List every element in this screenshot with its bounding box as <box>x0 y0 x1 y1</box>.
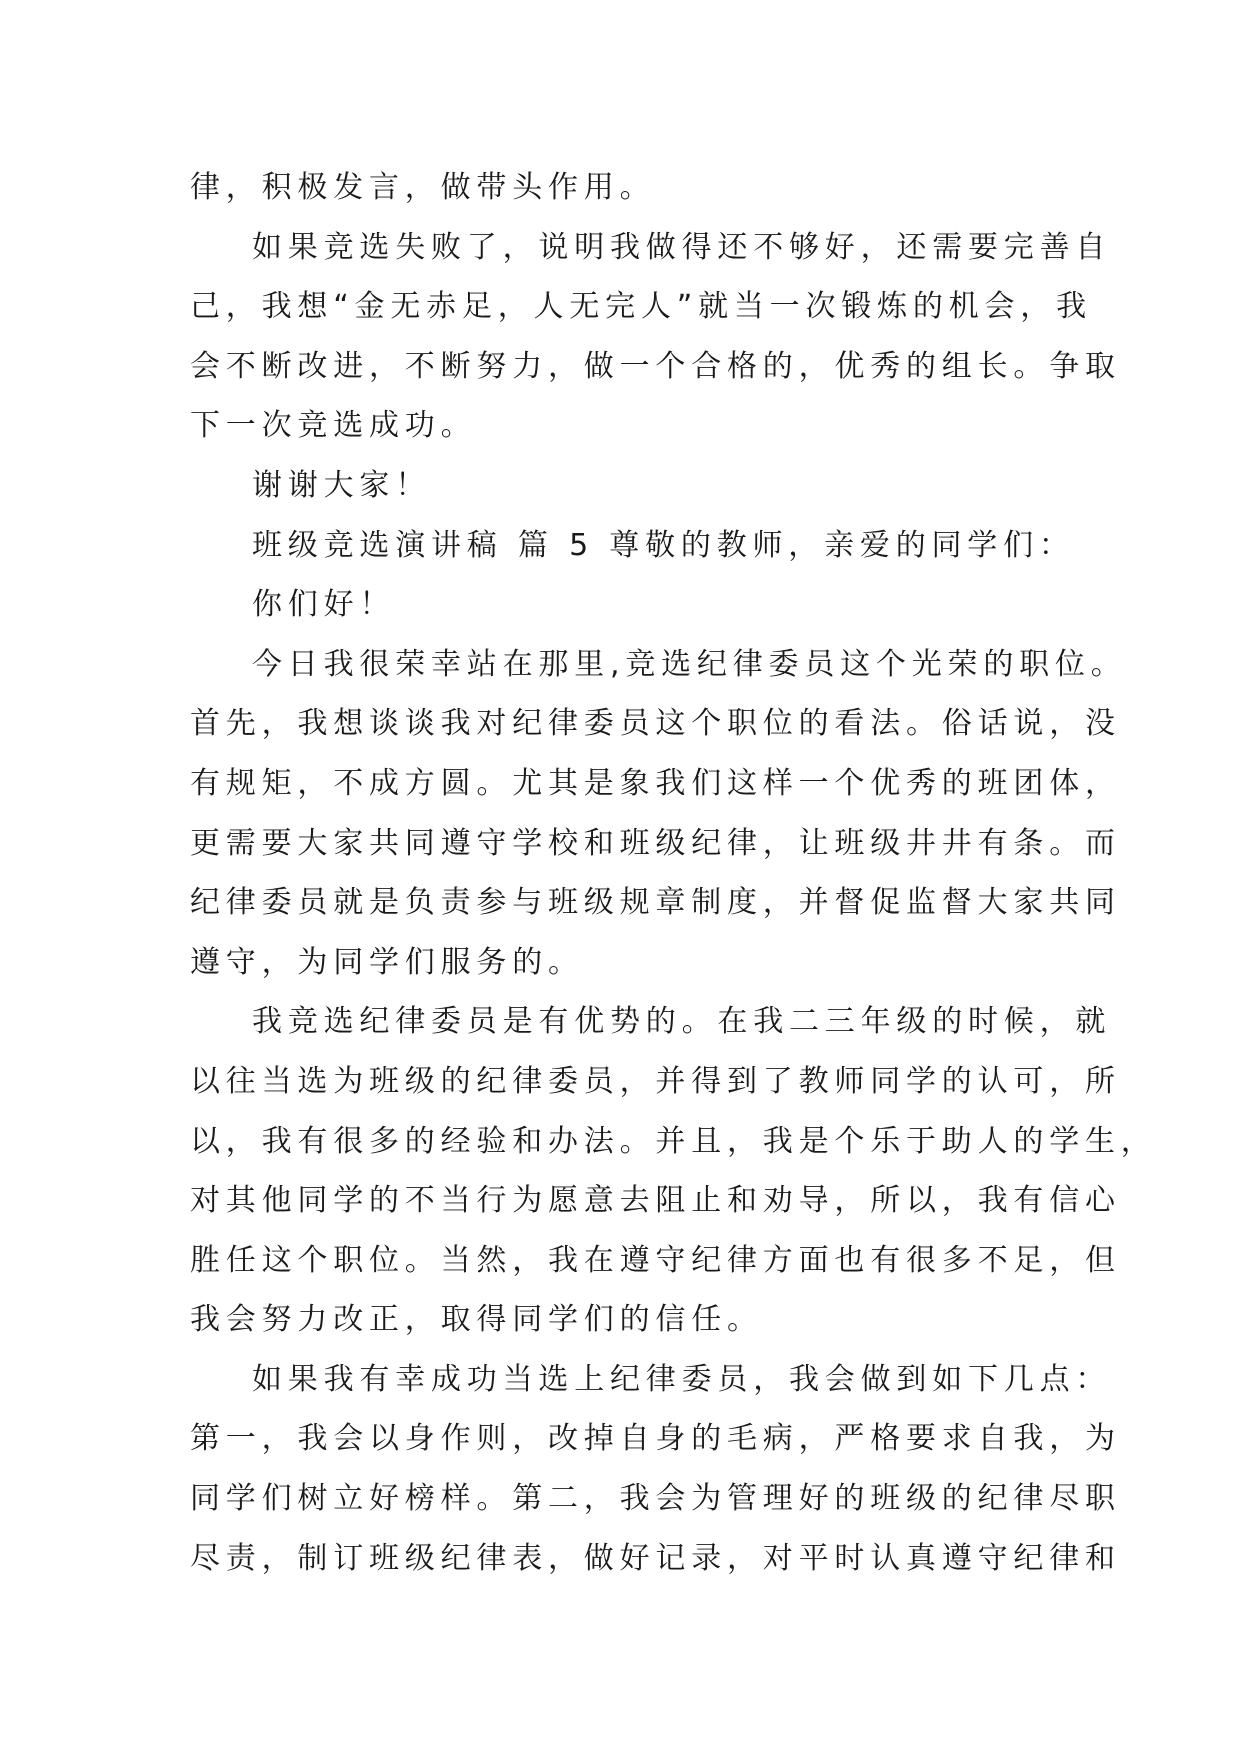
text-line: 以往当选为班级的纪律委员，并得到了教师同学的认可，所 <box>190 1063 1121 1099</box>
text-line: 以，我有很多的经验和办法。并且，我是个乐于助人的学生， <box>190 1123 1157 1159</box>
text-line: 班级竞选演讲稿 篇 5 尊敬的教师，亲爱的同学们： <box>252 527 1075 563</box>
text-line: 我会努力改正，取得同学们的信任。 <box>190 1302 763 1338</box>
text-line: 有规矩，不成方圆。尤其是象我们这样一个优秀的班团体， <box>190 765 1121 801</box>
text-line: 首先，我想谈谈我对纪律委员这个职位的看法。俗话说，没 <box>190 706 1121 742</box>
text-line: 纪律委员就是负责参与班级规章制度，并督促监督大家共同 <box>190 885 1121 921</box>
text-line: 律，积极发言，做带头作用。 <box>190 170 656 205</box>
text-line: 对其他同学的不当行为愿意去阻止和劝导，所以，我有信心 <box>190 1183 1121 1219</box>
text-line: 今日我很荣幸站在那里,竞选纪律委员这个光荣的职位。 <box>252 646 1127 682</box>
text-line: 谢谢大家！ <box>252 467 431 503</box>
document-body <box>190 158 1157 1588</box>
text-line: 第一，我会以身作则，改掉自身的毛病，严格要求自我，为 <box>190 1421 1121 1457</box>
text-line: 己，我想“金无赤足，人无完人”就当一次锻炼的机会，我 <box>190 289 1092 325</box>
text-line: 更需要大家共同遵守学校和班级纪律，让班级井井有条。而 <box>190 825 1121 861</box>
text-line: 如果我有幸成功当选上纪律委员，我会做到如下几点： <box>252 1361 1112 1397</box>
text-line: 尽责，制订班级纪律表，做好记录，对平时认真遵守纪律和 <box>190 1540 1121 1576</box>
text-line: 胜任这个职位。当然，我在遵守纪律方面也有很多不足，但 <box>190 1242 1121 1278</box>
text-line: 下一次竞选成功。 <box>190 408 477 444</box>
text-line: 会不断改进，不断努力，做一个合格的，优秀的组长。争取 <box>190 348 1121 384</box>
text-line: 如果竞选失败了，说明我做得还不够好，还需要完善自 <box>252 229 1112 265</box>
text-line: 我竞选纪律委员是有优势的。在我二三年级的时候，就 <box>252 1004 1112 1040</box>
text-line: 遵守，为同学们服务的。 <box>190 944 584 980</box>
text-line: 同学们树立好榜样。第二，我会为管理好的班级的纪律尽职 <box>190 1481 1121 1517</box>
text-line: 你们好！ <box>252 587 396 623</box>
